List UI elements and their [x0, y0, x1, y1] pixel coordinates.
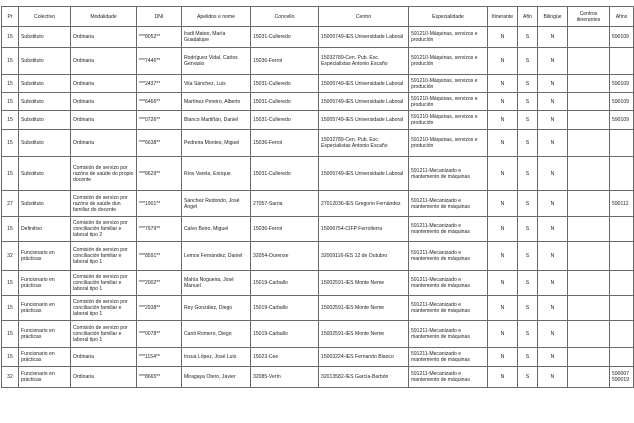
cell-bilingue: N: [538, 157, 568, 191]
table-row: [2, 348, 634, 367]
cell-afins: [610, 296, 634, 321]
cell-pr: 15: [2, 157, 19, 191]
cell-concello: 15019-Carballo: [251, 321, 319, 348]
cell-colectivo: Substituto: [19, 75, 71, 93]
cell-especialidade: 591211-Mecanizado e mantemento de máquinas: [409, 367, 488, 388]
cell-afins: [610, 321, 634, 348]
cell-dni: ***6466**: [137, 93, 182, 111]
cell-centros-itinerantes: [568, 130, 610, 157]
cell-afins: [610, 271, 634, 296]
cell-modalidade: Ordinaria: [71, 93, 137, 111]
cell-centros-itinerantes: [568, 348, 610, 367]
cell-afin: S: [518, 111, 538, 130]
cell-colectivo: Funcionario en prácticas: [19, 367, 71, 388]
cell-centro: 32013582-IES García-Barbón: [319, 367, 409, 388]
cell-modalidade: Comisión de servizo por conciliación familiar e laboral tipo 1: [71, 242, 137, 271]
cell-bilingue: N: [538, 75, 568, 93]
cell-pr: 15: [2, 130, 19, 157]
cell-centros-itinerantes: [568, 242, 610, 271]
cell-centro: 15003224-IES Fernando Blanco: [319, 348, 409, 367]
cell-afin: S: [518, 296, 538, 321]
cell-dni: ***8591**: [137, 242, 182, 271]
cell-modalidade: Comisión de servizo por razóns de saúde do propio docente: [71, 157, 137, 191]
table-row: [2, 367, 634, 388]
cell-centros-itinerantes: [568, 27, 610, 48]
cell-concello: 32054-Ourense: [251, 242, 319, 271]
cell-bilingue: N: [538, 130, 568, 157]
cell-dni: ***1901**: [137, 191, 182, 217]
cell-afin: S: [518, 217, 538, 242]
header-colectivo: Colectivo: [19, 7, 71, 27]
cell-itinerante: N: [488, 27, 518, 48]
cell-apelidos-nome: Miragaya Otero, Javier: [182, 367, 251, 388]
cell-modalidade: Ordinaria: [71, 48, 137, 75]
cell-especialidade: 591211-Mecanizado e mantemento de máquinas: [409, 348, 488, 367]
header-dni: DNI: [137, 7, 182, 27]
cell-pr: 15: [2, 271, 19, 296]
cell-afins: [610, 48, 634, 75]
cell-concello: 15036-Ferrol: [251, 217, 319, 242]
cell-centros-itinerantes: [568, 296, 610, 321]
cell-especialidade: 591210-Máquinas, servizos e produción: [409, 130, 488, 157]
cell-colectivo: Substituto: [19, 48, 71, 75]
cell-itinerante: N: [488, 296, 518, 321]
header-bilingue: Bilingüe: [538, 7, 568, 27]
cell-afins: [610, 130, 634, 157]
cell-centros-itinerantes: [568, 217, 610, 242]
cell-apelidos-nome: Vila Sánchez, Luis: [182, 75, 251, 93]
cell-especialidade: 591211-Mecanizado e mantemento de máquinas: [409, 321, 488, 348]
cell-modalidade: Comisión de servizo por conciliación familiar e laboral tipo 2: [71, 217, 137, 242]
cell-pr: 15: [2, 93, 19, 111]
cell-especialidade: 591210-Máquinas, servizos e produción: [409, 111, 488, 130]
table-row: [2, 130, 634, 157]
cell-especialidade: 591211-Mecanizado e mantemento de máquinas: [409, 217, 488, 242]
cell-bilingue: N: [538, 321, 568, 348]
cell-concello: 15023-Cee: [251, 348, 319, 367]
cell-afins: 590109: [610, 27, 634, 48]
table-row: [2, 75, 634, 93]
cell-apelidos-nome: Blanco Martiñán, Daniel: [182, 111, 251, 130]
cell-colectivo: Substituto: [19, 27, 71, 48]
cell-concello: 15036-Ferrol: [251, 48, 319, 75]
cell-bilingue: N: [538, 48, 568, 75]
cell-colectivo: Substituto: [19, 130, 71, 157]
cell-dni: ***8629**: [137, 157, 182, 191]
cell-concello: 15019-Carballo: [251, 296, 319, 321]
cell-especialidade: 591211-Mecanizado e mantemento de máquinas: [409, 271, 488, 296]
cell-afins: [610, 242, 634, 271]
cell-dni: ***0078**: [137, 321, 182, 348]
cell-apelidos-nome: Calvo Beiro, Miguel: [182, 217, 251, 242]
cell-apelidos-nome: Mahía Nogueira, José Manuel: [182, 271, 251, 296]
assignments-table: [1, 6, 634, 388]
cell-pr: 15: [2, 321, 19, 348]
cell-modalidade: Comisión de servizo por conciliación familiar e laboral tipo 1: [71, 271, 137, 296]
cell-apelidos-nome: Ríos Varela, Enrique: [182, 157, 251, 191]
cell-centro: 15005749-IES Universidade Laboral: [319, 111, 409, 130]
header-afin: Afín: [518, 7, 538, 27]
cell-concello: 27057-Sarria: [251, 191, 319, 217]
header-pr: Pr: [2, 7, 19, 27]
cell-apelidos-nome: Canti Romero, Diego: [182, 321, 251, 348]
cell-apelidos-nome: Sánchez Redondo, José Ángel: [182, 191, 251, 217]
cell-apelidos-nome: Pedreira Montes, Miguel: [182, 130, 251, 157]
cell-centros-itinerantes: [568, 93, 610, 111]
cell-pr: 15: [2, 111, 19, 130]
cell-pr: 15: [2, 27, 19, 48]
cell-dni: ***2938**: [137, 296, 182, 321]
table-row: [2, 93, 634, 111]
cell-afins: [610, 157, 634, 191]
cell-afins: [610, 217, 634, 242]
cell-bilingue: N: [538, 348, 568, 367]
cell-colectivo: Substituto: [19, 191, 71, 217]
cell-apelidos-nome: Martínez Pereiro, Alberto: [182, 93, 251, 111]
cell-afin: S: [518, 130, 538, 157]
table-row: [2, 157, 634, 191]
cell-colectivo: Funcionario en prácticas: [19, 296, 71, 321]
cell-centro: 15032789-Cen. Pub. Esc. Especialistas Antonio Escaño: [319, 130, 409, 157]
cell-concello: 15036-Ferrol: [251, 130, 319, 157]
cell-especialidade: 591210-Máquinas, servizos e produción: [409, 93, 488, 111]
cell-pr: 27: [2, 191, 19, 217]
cell-dni: ***8665**: [137, 367, 182, 388]
cell-itinerante: N: [488, 271, 518, 296]
cell-pr: 15: [2, 217, 19, 242]
cell-apelidos-nome: Rey González, Diego: [182, 296, 251, 321]
cell-itinerante: N: [488, 75, 518, 93]
cell-centros-itinerantes: [568, 321, 610, 348]
cell-centro: 15002591-IES Monte Neme: [319, 296, 409, 321]
cell-bilingue: N: [538, 27, 568, 48]
cell-dni: ***2002**: [137, 271, 182, 296]
cell-apelidos-nome: Insua López, José Luís: [182, 348, 251, 367]
cell-dni: ***2437**: [137, 75, 182, 93]
cell-apelidos-nome: Rodríguez Vidal, Carlos Gervasio: [182, 48, 251, 75]
cell-pr: 32: [2, 367, 19, 388]
cell-centro: 15005749-IES Universidade Laboral: [319, 27, 409, 48]
cell-afin: S: [518, 242, 538, 271]
cell-afins: 590109: [610, 93, 634, 111]
cell-colectivo: Substituto: [19, 157, 71, 191]
cell-pr: 32: [2, 242, 19, 271]
cell-modalidade: Ordinaria: [71, 348, 137, 367]
table-body: [2, 27, 634, 388]
cell-especialidade: 591211-Mecanizado e mantemento de máquinas: [409, 157, 488, 191]
cell-bilingue: N: [538, 111, 568, 130]
table-row: [2, 321, 634, 348]
cell-colectivo: Substituto: [19, 93, 71, 111]
cell-centro: 15002591-IES Monte Neme: [319, 271, 409, 296]
cell-centro: 15032789-Cen. Pub. Esc. Especialistas Antonio Escaño: [319, 48, 409, 75]
cell-apelidos-nome: Lemos Fernández, Daniel: [182, 242, 251, 271]
cell-concello: 15031-Culleredo: [251, 27, 319, 48]
cell-centros-itinerantes: [568, 157, 610, 191]
cell-afin: S: [518, 367, 538, 388]
cell-concello: 15031-Culleredo: [251, 111, 319, 130]
cell-bilingue: N: [538, 242, 568, 271]
cell-centro: 27012036-IES Gregorio Fernández: [319, 191, 409, 217]
header-afins: Afíns: [610, 7, 634, 27]
cell-colectivo: Funcionario en prácticas: [19, 348, 71, 367]
cell-afin: S: [518, 48, 538, 75]
cell-pr: 15: [2, 48, 19, 75]
cell-especialidade: 591211-Mecanizado e mantemento de máquinas: [409, 242, 488, 271]
cell-modalidade: Ordinaria: [71, 27, 137, 48]
cell-especialidade: 591211-Mecanizado e mantemento de máquinas: [409, 191, 488, 217]
cell-colectivo: Funcionario en prácticas: [19, 242, 71, 271]
cell-pr: 15: [2, 348, 19, 367]
cell-especialidade: 591211-Mecanizado e mantemento de máquinas: [409, 296, 488, 321]
cell-afin: S: [518, 191, 538, 217]
cell-itinerante: N: [488, 321, 518, 348]
cell-itinerante: N: [488, 93, 518, 111]
cell-afin: S: [518, 321, 538, 348]
cell-centros-itinerantes: [568, 367, 610, 388]
header-concello: Concello: [251, 7, 319, 27]
table-row: [2, 217, 634, 242]
cell-centro: 15005749-IES Universidade Laboral: [319, 75, 409, 93]
cell-centro: 15002591-IES Monte Neme: [319, 321, 409, 348]
cell-bilingue: N: [538, 93, 568, 111]
header-centros-itinerantes: Centros itinerantes: [568, 7, 610, 27]
cell-concello: 32085-Verín: [251, 367, 319, 388]
cell-concello: 15031-Culleredo: [251, 93, 319, 111]
cell-itinerante: N: [488, 191, 518, 217]
cell-afin: S: [518, 271, 538, 296]
cell-bilingue: N: [538, 217, 568, 242]
cell-bilingue: N: [538, 271, 568, 296]
cell-afins: 590109: [610, 75, 634, 93]
cell-afin: S: [518, 75, 538, 93]
cell-colectivo: Funcionario en prácticas: [19, 321, 71, 348]
cell-modalidade: Comisión de servizo por razóns de saúde dun familiar do docente: [71, 191, 137, 217]
cell-especialidade: 591210-Máquinas, servizos e produción: [409, 48, 488, 75]
cell-bilingue: N: [538, 191, 568, 217]
cell-colectivo: Substituto: [19, 111, 71, 130]
cell-pr: 15: [2, 296, 19, 321]
cell-afins: [610, 348, 634, 367]
table-row: [2, 242, 634, 271]
cell-afin: S: [518, 157, 538, 191]
cell-itinerante: N: [488, 130, 518, 157]
cell-afin: S: [518, 93, 538, 111]
cell-modalidade: Ordinaria: [71, 130, 137, 157]
cell-afin: S: [518, 348, 538, 367]
cell-afins: 590007 590019: [610, 367, 634, 388]
cell-bilingue: N: [538, 296, 568, 321]
cell-centros-itinerantes: [568, 271, 610, 296]
cell-especialidade: 591210-Máquinas, servizos e produción: [409, 75, 488, 93]
cell-modalidade: Comisión de servizo por conciliación familiar e laboral tipo 1: [71, 296, 137, 321]
cell-itinerante: N: [488, 242, 518, 271]
cell-bilingue: N: [538, 367, 568, 388]
cell-afin: S: [518, 27, 538, 48]
cell-especialidade: 591210-Máquinas, servizos e produción: [409, 27, 488, 48]
cell-dni: ***1154**: [137, 348, 182, 367]
cell-itinerante: N: [488, 111, 518, 130]
cell-modalidade: Comisión de servizo por conciliación familiar e laboral tipo 1: [71, 321, 137, 348]
header-modalidade: Modalidade: [71, 7, 137, 27]
header-row: [2, 7, 634, 27]
cell-itinerante: N: [488, 367, 518, 388]
cell-apelidos-nome: Iradi Mateo, María Guadalupe: [182, 27, 251, 48]
cell-afins: 590112: [610, 191, 634, 217]
cell-centro: 15005749-IES Universidade Laboral: [319, 157, 409, 191]
header-itinerante: Itinerante: [488, 7, 518, 27]
cell-concello: 15031-Culleredo: [251, 75, 319, 93]
cell-afins: 590109: [610, 111, 634, 130]
cell-itinerante: N: [488, 348, 518, 367]
table-row: [2, 27, 634, 48]
header-apelidos-nome: Apelidos e nome: [182, 7, 251, 27]
cell-dni: ***7979**: [137, 217, 182, 242]
cell-modalidade: Ordinaria: [71, 75, 137, 93]
header-centro: Centro: [319, 7, 409, 27]
cell-modalidade: Ordinaria: [71, 111, 137, 130]
cell-colectivo: Definitivo: [19, 217, 71, 242]
cell-dni: ***6638**: [137, 130, 182, 157]
table-row: [2, 271, 634, 296]
cell-concello: 15019-Carballo: [251, 271, 319, 296]
cell-centro: 15005749-IES Universidade Laboral: [319, 93, 409, 111]
cell-modalidade: Ordinaria: [71, 367, 137, 388]
cell-itinerante: N: [488, 157, 518, 191]
cell-pr: 15: [2, 75, 19, 93]
table-row: [2, 191, 634, 217]
cell-itinerante: N: [488, 217, 518, 242]
cell-concello: 15031-Culleredo: [251, 157, 319, 191]
cell-centros-itinerantes: [568, 75, 610, 93]
cell-itinerante: N: [488, 48, 518, 75]
table-row: [2, 296, 634, 321]
table-row: [2, 111, 634, 130]
cell-centro: 15006754-CIFP Ferrolterra: [319, 217, 409, 242]
table-row: [2, 48, 634, 75]
cell-dni: ***8052**: [137, 27, 182, 48]
cell-colectivo: Funcionario en prácticas: [19, 271, 71, 296]
cell-centros-itinerantes: [568, 48, 610, 75]
cell-centros-itinerantes: [568, 111, 610, 130]
cell-centros-itinerantes: [568, 191, 610, 217]
cell-dni: ***7446**: [137, 48, 182, 75]
cell-dni: ***0726**: [137, 111, 182, 130]
header-especialidade: Especialidade: [409, 7, 488, 27]
cell-centro: 32009116-IES 12 de Outubro: [319, 242, 409, 271]
